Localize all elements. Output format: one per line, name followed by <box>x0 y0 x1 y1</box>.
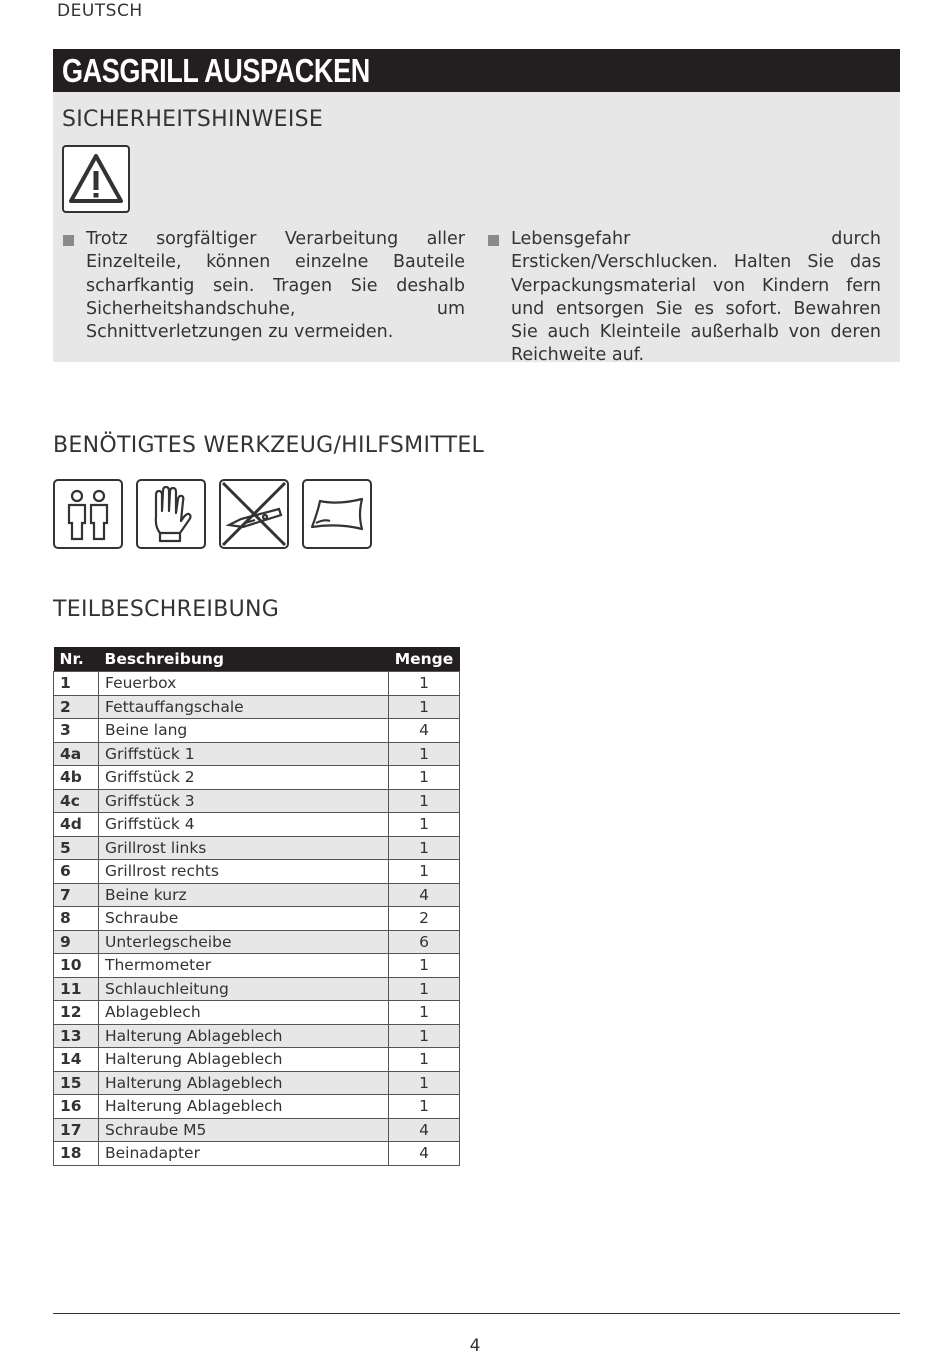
part-quantity-cell: 1 <box>389 1001 460 1025</box>
part-description-cell: Halterung Ablageblech <box>99 1024 389 1048</box>
footer-divider <box>53 1313 900 1314</box>
part-number-cell: 7 <box>54 883 99 907</box>
table-row <box>54 1142 460 1166</box>
tools-title: BENÖTIGTES WERKZEUG/HILFSMITTEL <box>53 433 485 458</box>
cloth-pad-icon <box>302 479 372 549</box>
part-description-cell: Schraube <box>99 907 389 931</box>
table-row <box>54 1048 460 1072</box>
part-quantity-cell: 4 <box>389 1142 460 1166</box>
part-number-cell: 3 <box>54 719 99 743</box>
table-row <box>54 907 460 931</box>
bullet-square-icon <box>488 235 499 246</box>
table-row <box>54 836 460 860</box>
part-number-cell: 12 <box>54 1001 99 1025</box>
part-quantity-cell: 1 <box>389 789 460 813</box>
part-quantity-cell: 2 <box>389 907 460 931</box>
part-number-cell: 6 <box>54 860 99 884</box>
part-quantity-cell: 1 <box>389 1095 460 1119</box>
safety-bullet-text: Trotz sorgfältiger Verarbeitung aller Einzelteile, können einzelne Bauteile scharfkantig sein. Tragen Sie deshalb Sicherheitshandschuhe, um Schnittverletzungen zu vermeiden. <box>86 229 465 343</box>
table-row <box>54 1001 460 1025</box>
part-description-cell: Unterlegscheibe <box>99 930 389 954</box>
table-row <box>54 695 460 719</box>
part-quantity-cell: 1 <box>389 1048 460 1072</box>
part-number-cell: 4d <box>54 813 99 837</box>
part-number-cell: 16 <box>54 1095 99 1119</box>
page-number: 4 <box>469 1336 481 1356</box>
part-description-cell: Grillrost rechts <box>99 860 389 884</box>
part-number-cell: 4b <box>54 766 99 790</box>
part-description-cell: Beine lang <box>99 719 389 743</box>
page-title: GASGRILL AUSPACKEN <box>62 52 370 89</box>
table-row <box>54 977 460 1001</box>
part-number-cell: 9 <box>54 930 99 954</box>
table-row <box>54 883 460 907</box>
table-row <box>54 813 460 837</box>
part-number-cell: 13 <box>54 1024 99 1048</box>
table-header-row <box>54 647 460 672</box>
column-header-nr: Nr. <box>54 647 99 672</box>
table-row <box>54 672 460 696</box>
column-header-quantity: Menge <box>389 647 460 672</box>
part-description-cell: Beinadapter <box>99 1142 389 1166</box>
part-description-cell: Halterung Ablageblech <box>99 1095 389 1119</box>
table-row <box>54 1071 460 1095</box>
part-description-cell: Grillrost links <box>99 836 389 860</box>
bullet-square-icon <box>63 235 74 246</box>
part-quantity-cell: 6 <box>389 930 460 954</box>
part-description-cell: Griffstück 1 <box>99 742 389 766</box>
part-number-cell: 17 <box>54 1118 99 1142</box>
part-quantity-cell: 1 <box>389 977 460 1001</box>
part-quantity-cell: 1 <box>389 1071 460 1095</box>
part-number-cell: 14 <box>54 1048 99 1072</box>
part-description-cell: Halterung Ablageblech <box>99 1071 389 1095</box>
part-number-cell: 4c <box>54 789 99 813</box>
part-quantity-cell: 4 <box>389 1118 460 1142</box>
part-number-cell: 18 <box>54 1142 99 1166</box>
part-number-cell: 10 <box>54 954 99 978</box>
part-description-cell: Schlauchleitung <box>99 977 389 1001</box>
part-number-cell: 11 <box>54 977 99 1001</box>
part-description-cell: Griffstück 3 <box>99 789 389 813</box>
page-title-banner <box>53 49 900 92</box>
part-description-cell: Griffstück 2 <box>99 766 389 790</box>
gloves-icon <box>136 479 206 549</box>
part-description-cell: Beine kurz <box>99 883 389 907</box>
part-description-cell: Halterung Ablageblech <box>99 1048 389 1072</box>
part-description-cell: Griffstück 4 <box>99 813 389 837</box>
part-quantity-cell: 1 <box>389 766 460 790</box>
table-row <box>54 742 460 766</box>
table-row <box>54 719 460 743</box>
part-description-cell: Schraube M5 <box>99 1118 389 1142</box>
table-row <box>54 954 460 978</box>
part-number-cell: 1 <box>54 672 99 696</box>
part-quantity-cell: 1 <box>389 836 460 860</box>
parts-title: TEILBESCHREIBUNG <box>53 597 280 622</box>
table-row <box>54 860 460 884</box>
parts-table <box>53 647 460 1166</box>
part-quantity-cell: 1 <box>389 672 460 696</box>
part-quantity-cell: 4 <box>389 719 460 743</box>
table-row <box>54 930 460 954</box>
part-number-cell: 8 <box>54 907 99 931</box>
table-row <box>54 789 460 813</box>
part-description-cell: Ablageblech <box>99 1001 389 1025</box>
warning-triangle-icon <box>62 145 130 213</box>
table-row <box>54 766 460 790</box>
part-quantity-cell: 4 <box>389 883 460 907</box>
table-row <box>54 1118 460 1142</box>
part-quantity-cell: 1 <box>389 860 460 884</box>
table-row <box>54 1095 460 1119</box>
part-number-cell: 2 <box>54 695 99 719</box>
part-quantity-cell: 1 <box>389 742 460 766</box>
part-quantity-cell: 1 <box>389 1024 460 1048</box>
language-label: DEUTSCH <box>57 1 143 21</box>
part-number-cell: 4a <box>54 742 99 766</box>
safety-title: SICHERHEITSHINWEISE <box>62 107 324 132</box>
part-description-cell: Thermometer <box>99 954 389 978</box>
part-description-cell: Feuerbox <box>99 672 389 696</box>
part-quantity-cell: 1 <box>389 954 460 978</box>
part-description-cell: Fettauffangschale <box>99 695 389 719</box>
column-header-description: Beschreibung <box>99 647 389 672</box>
two-persons-icon <box>53 479 123 549</box>
part-quantity-cell: 1 <box>389 695 460 719</box>
safety-bullet-text: Lebensgefahr durch Ersticken/Verschlucken. Halten Sie das Verpackungsmaterial von Kindern fern und entsorgen Sie es sofort. Bewahren Sie auch Kleinteile außerhalb von deren Reichweite auf. <box>511 229 881 366</box>
part-quantity-cell: 1 <box>389 813 460 837</box>
part-number-cell: 15 <box>54 1071 99 1095</box>
safety-section <box>53 92 900 366</box>
no-cutter-knife-icon <box>219 479 289 549</box>
table-row <box>54 1024 460 1048</box>
part-number-cell: 5 <box>54 836 99 860</box>
